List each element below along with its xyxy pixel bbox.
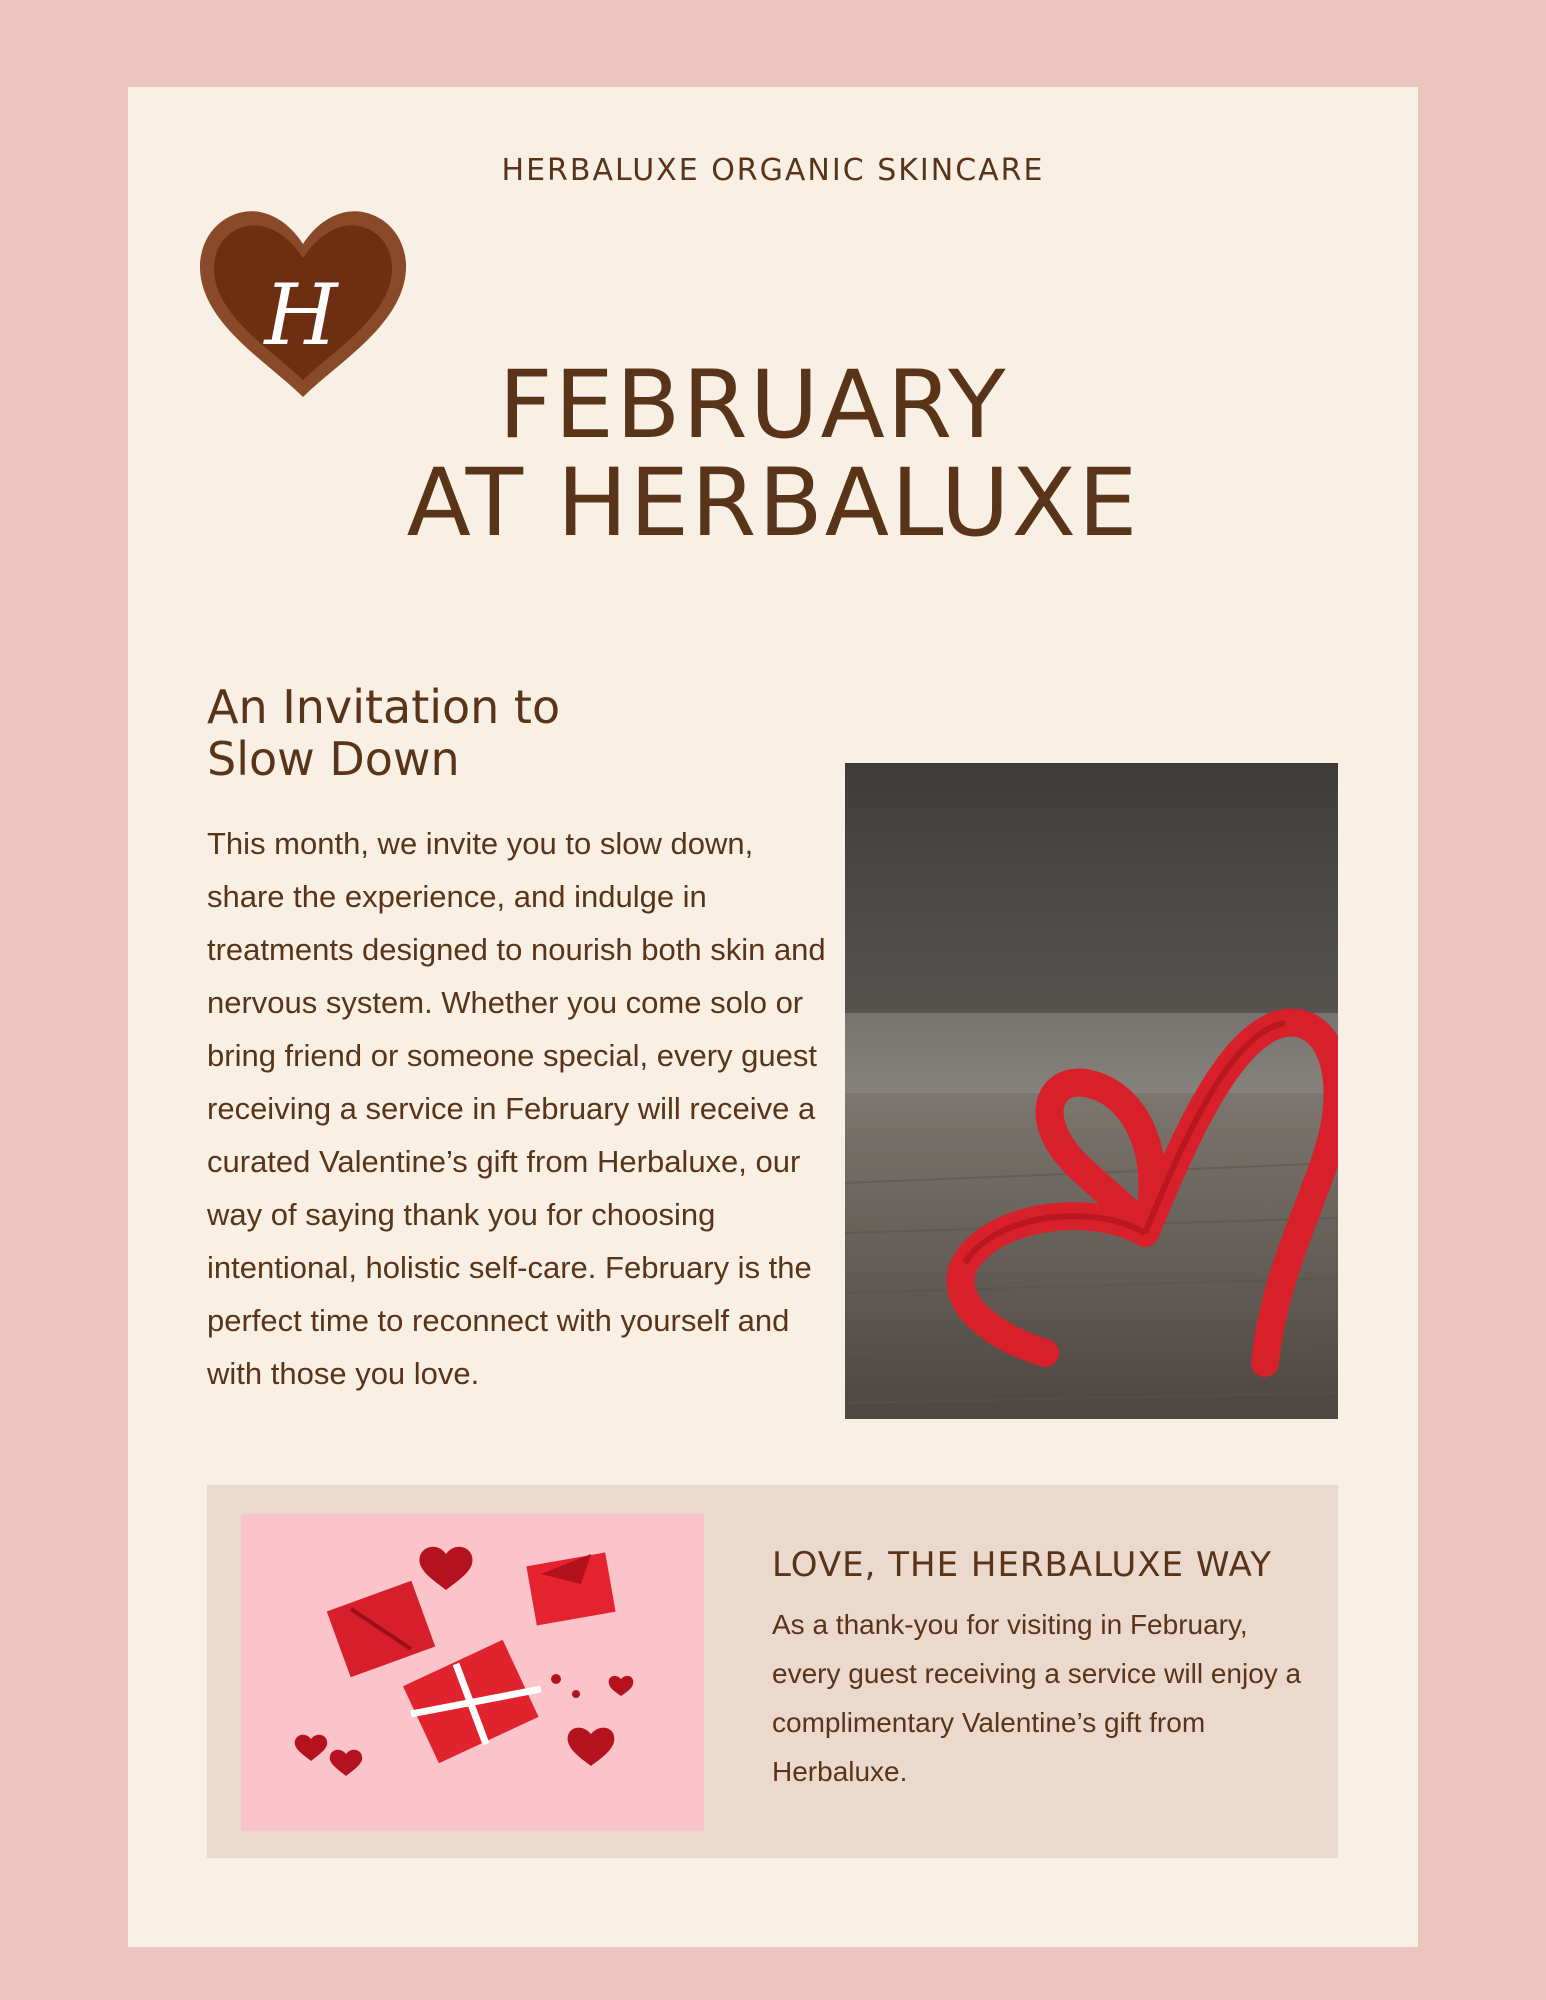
- gift-box-1: [327, 1581, 436, 1678]
- section-heading-line-1: An Invitation to: [207, 680, 561, 734]
- section-heading-line-2: Slow Down: [207, 732, 460, 786]
- gift-box-3: [403, 1640, 541, 1764]
- section-heading: [207, 681, 767, 785]
- brand-name: HERBALUXE ORGANIC SKINCARE: [501, 153, 1045, 188]
- ribbon-heart-photo: [845, 763, 1338, 1419]
- gift-box-2: [526, 1553, 615, 1626]
- gift-panel: [207, 1485, 1338, 1858]
- page-title: [128, 351, 1418, 558]
- newsletter-page: [128, 87, 1418, 1947]
- logo-letter: H: [264, 266, 338, 364]
- title-line-1: FEBRUARY: [498, 351, 1008, 460]
- gifts-photo: [241, 1514, 704, 1831]
- panel-text: As a thank-you for visiting in February, every guest receiving a service will enjoy a complimentary Valentine’s gift from Herbaluxe.: [772, 1609, 1302, 1787]
- panel-heading: LOVE, THE HERBALUXE WAY: [772, 1545, 1272, 1585]
- title-line-2: AT HERBALUXE: [406, 449, 1140, 558]
- section-body: This month, we invite you to slow down, share the experience, and indulge in treatments designed to nourish both skin and nervous system. Whether you come solo or bring friend or someone special, every guest receiving a service in February will receive a curated Valentine’s gift from Herbaluxe, our way of saying thank you for choosing intentional, holistic self-care. February is the perfect time to reconnect with yourself and with those you love.: [207, 826, 826, 1391]
